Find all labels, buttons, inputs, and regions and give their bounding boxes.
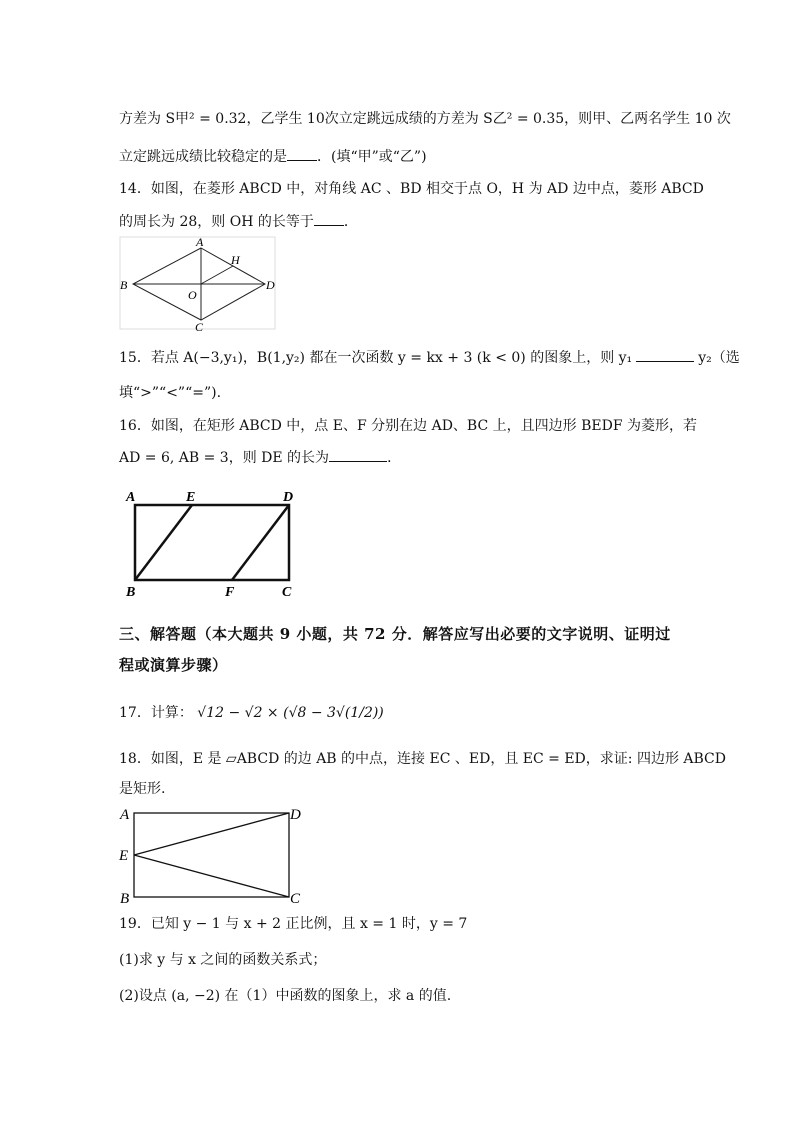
parallelogram-figure bbox=[112, 800, 312, 908]
label-h: H bbox=[231, 253, 240, 267]
q14-line1: 14．如图，在菱形 ABCD 中，对角线 AC 、BD 相交于点 O，H 为 AD 边中点，菱形 ABCD bbox=[119, 181, 704, 197]
rectangle-bedf-figure bbox=[120, 486, 305, 600]
quadrilateral-abcd bbox=[134, 813, 289, 897]
q18-line2: 是矩形. bbox=[119, 781, 166, 797]
label-c: C bbox=[195, 320, 204, 334]
q19-part2: (2)设点 (a, −2) 在（1）中函数的图象上，求 a 的值. bbox=[119, 988, 452, 1004]
q15-line1-text: 15．若点 A(−3,y₁)，B(1,y₂) 都在一次函数 y = kx + 3 (k < 0) 的图象上，则 y₁ bbox=[119, 350, 633, 366]
q14-line2-text: 的周长为 28，则 OH 的长等于 bbox=[119, 214, 314, 230]
q14-line2-suffix: ． bbox=[343, 214, 358, 230]
label-c: C bbox=[282, 585, 292, 600]
segment-be bbox=[135, 505, 192, 580]
segment-fd bbox=[232, 505, 289, 580]
label-d: D bbox=[283, 490, 294, 505]
label-b: B bbox=[120, 278, 128, 292]
q14-line2 bbox=[119, 211, 358, 231]
q15-line1 bbox=[119, 347, 740, 367]
rhombus-figure bbox=[115, 232, 280, 334]
q16-line1: 16．如图，在矩形 ABCD 中，点 E、F 分别在边 AD、BC 上，且四边形 BEDF 为菱形，若 bbox=[119, 418, 697, 434]
answer-blank bbox=[314, 225, 344, 226]
label-a: A bbox=[120, 807, 130, 823]
answer-blank bbox=[329, 461, 387, 462]
label-d: D bbox=[290, 807, 301, 823]
label-d: D bbox=[266, 278, 275, 292]
section-heading-line2: 程或演算步骤） bbox=[119, 656, 228, 674]
q17-line bbox=[119, 702, 384, 722]
q16-line2-text: AD = 6, AB = 3，则 DE 的长为 bbox=[119, 450, 330, 466]
q13-line2-text: 立定跳远成绩比较稳定的是 bbox=[119, 149, 287, 165]
label-e: E bbox=[186, 490, 196, 505]
q16-line2 bbox=[119, 447, 401, 467]
label-c: C bbox=[290, 891, 301, 907]
label-b: B bbox=[126, 585, 136, 600]
answer-blank bbox=[287, 160, 317, 161]
segment-ec bbox=[134, 855, 289, 897]
label-a: A bbox=[126, 490, 136, 505]
label-b: B bbox=[120, 891, 130, 907]
q19-part1: (1)求 y 与 x 之间的函数关系式； bbox=[119, 952, 327, 968]
section-heading-line1: 三、解答题（本大题共 9 小题，共 72 分．解答应写出必要的文字说明、证明过 bbox=[119, 625, 671, 643]
q13-line2-suffix: ．(填“甲”或“乙”) bbox=[317, 149, 427, 165]
segment-oh bbox=[201, 266, 233, 284]
q19-line1: 19．已知 y − 1 与 x + 2 正比例，且 x = 1 时，y = 7 bbox=[119, 916, 468, 932]
rectangle-abcd bbox=[135, 505, 289, 580]
q13-line2 bbox=[119, 146, 427, 166]
q15-line2: 填“>”“<”“=”). bbox=[119, 385, 222, 401]
label-e: E bbox=[119, 848, 129, 864]
label-o: O bbox=[188, 288, 197, 302]
figure-frame bbox=[120, 237, 275, 329]
q16-line2-suffix: ． bbox=[387, 450, 402, 466]
q17-expression: √12 − √2 × (√8 − 3√(1/2)) bbox=[197, 705, 384, 721]
label-f: F bbox=[225, 585, 235, 600]
answer-blank bbox=[636, 361, 694, 362]
q18-line1: 18．如图，E 是 ▱ABCD 的边 AB 的中点，连接 EC 、ED，且 EC = ED，求证: 四边形 ABCD bbox=[119, 751, 726, 767]
q13-line1: 方差为 S甲² = 0.32，乙学生 10次立定跳远成绩的方差为 S乙² = 0.35，则甲、乙两名学生 10 次 bbox=[119, 111, 731, 127]
label-a: A bbox=[196, 235, 204, 249]
q17-label: 17．计算： bbox=[119, 705, 193, 721]
q15-line1-suffix: y₂（选 bbox=[698, 350, 740, 366]
segment-ed bbox=[134, 813, 289, 855]
